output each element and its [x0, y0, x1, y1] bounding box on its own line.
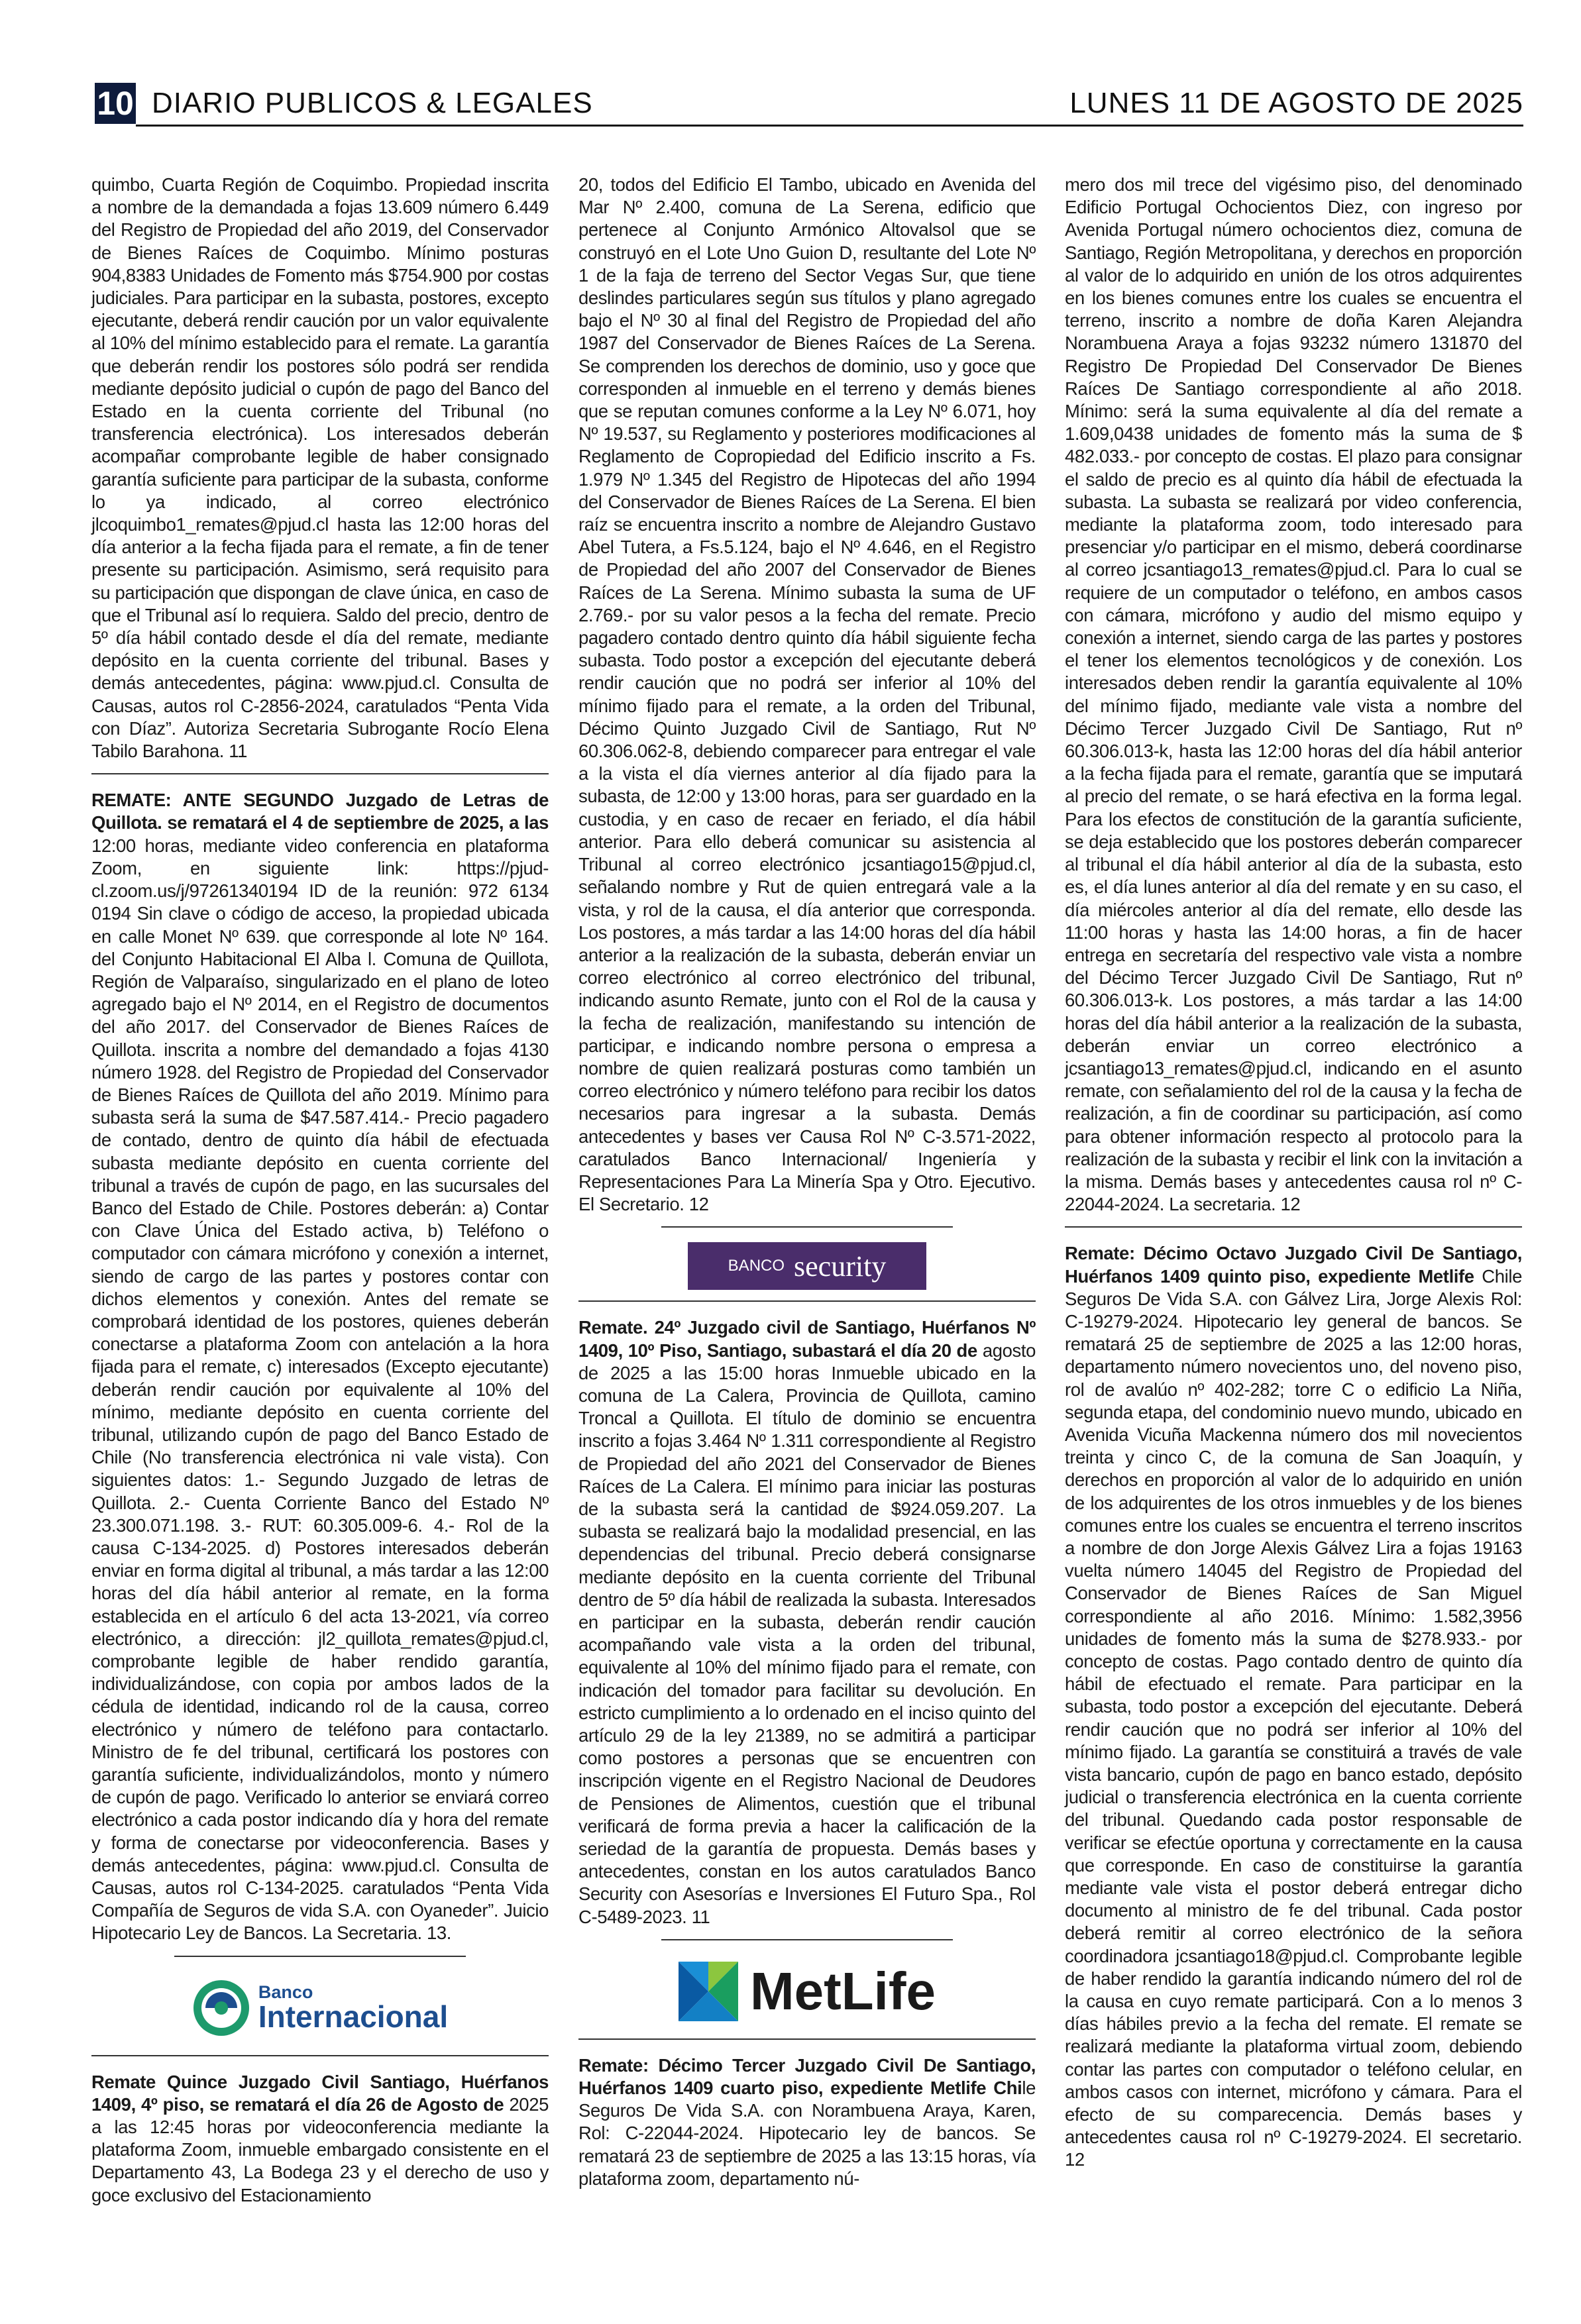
divider: [1065, 1226, 1522, 1228]
column-2: [578, 174, 1036, 2190]
notice-text: quimbo, Cuarta Región de Coquimbo. Propiedad inscrita a nombre de la demandada a fojas 13.609 número 6.449 del Registro de Propiedad del año 2019, del Conservador de Bienes Raíces de Coquimbo. Mínimo posturas 904,8383 Unidades de Fomento más $754.900 por costas judiciales. Para participar en la subasta, postores, excepto ejecutante, deberá rendir caución por un valor equivalente al 10% del mínimo establecido para el remate. La garantía que deberán rendir los postores sólo podrá ser rendida mediante depósito judicial o cupón de pago del Banco del Estado en la cuenta corriente del Tribunal (no transferencia electrónica). Los interesados deberán acompañar comprobante legible de haber consignado garantía suficiente para participar de la subasta, conforme lo ya indicado, al correo electrónico jlcoquimbo1_remates@pjud.cl hasta las 12:00 horas del día anterior a la fecha fijada para el remate, a fin de tener presente su participación. Asimismo, será requisito para su participación que dispongan de clave única, en caso de que el Tribunal así lo requiera. Saldo del precio, dentro de 5º día hábil contado desde el día del remate, mediante depósito en la cuenta corriente del tribunal. Bases y demás antecedentes, página: www.pjud.cl. Consulta de Causas, autos rol C-2856-2024, caratulados “Penta Vida con Díaz”. Autoriza Secretaria Subrogante Rocío Elena Tabilo Barahona. 11: [91, 174, 549, 762]
logo-text-large: Internacional: [258, 1999, 449, 2034]
notice-heading: REMATE: ANTE SEGUNDO Juzgado de Letras de Quillota. se rematará el 4 de septiembre de 2025, a las: [91, 790, 549, 833]
banco-internacional-emblem-icon: [192, 1979, 250, 2037]
logo-text-large: security: [794, 1249, 887, 1283]
notice-text: 20, todos del Edificio El Tambo, ubicado en Avenida del Mar Nº 2.400, comuna de La Serena, edificio que pertenece al Conjunto Armónico Altovalsol que se construyó en el Lote Uno Guion D, resultante del Lote Nº 1 de la faja de terreno del Sector Vegas Sur, que tiene deslindes particulares según sus títulos y plano agregado bajo el Nº 30 al final del Registro de Propiedad del año 1987 del Conservador de Bienes Raíces de La Serena. Se comprenden los derechos de dominio, uso y goce que corresponden al inmueble en el terreno y demás bienes que se reputan comunes conforme a la Ley Nº 6.071, hoy Nº 19.537, su Reglamento y posteriores modificaciones al Reglamento de Copropiedad del Edificio inscrito a Fs. 1.979 Nº 1.345 del Registro de Hipotecas del año 1994 del Conservador de Bienes Raíces de La Serena. El bien raíz se encuentra inscrito a nombre de Alejandro Gustavo Abel Tutera, a Fs.5.124, bajo el Nº 4.646, en el Registro de Propiedad del año 2007 del Conservador de Bienes Raíces de La Serena. Mínimo subasta la suma de UF 2.769.- por su valor pesos a la fecha del remate. Precio pagadero contado dentro quinto día hábil siguiente fecha subasta. Todo postor a excepción del ejecutante deberá rendir caución que no podrá ser inferior al 10% del mínimo fijado para el remate, a la orden del Tribunal, Décimo Quinto Juzgado Civil de Santiago, Rut Nº 60.306.062-8, debiendo comparecer para entregar el vale a la vista el día viernes anterior al día fijado para la subasta, de 12:00 y 13:00 horas, para ser guardado en la custodia, y en caso de recaer en feriado, el día hábil anterior. Para ello deberá comunicar su asistencia al Tribunal al correo electrónico jcsantiago15@pjud.cl, señalando nombre y Rut de quien entregará vale a la vista, y rol de la causa, el día anterior que corresponda. Los postores, a más tardar a las 14:00 horas del día hábil anterior a la realización de la subasta, deberán enviar un correo electrónico al correo electrónico del tribunal, indicando asunto Remate, junto con el Rol de la causa y la fecha de realización, manifestando su intención de participar, e indicando nombre persona o empresa a nombre de quien realizará posturas como también un correo electrónico y número teléfono para recibir los datos necesarios para ingresar a la subasta. Demás antecedentes y bases ver Causa Rol Nº C-3.571-2022, caratulados Banco Internacional/ Ingeniería y Representaciones Para La Minería Spa y Otro. Ejecutivo. El Secretario. 12: [578, 174, 1036, 1215]
page-header: [95, 83, 1523, 124]
notice-text: agosto de 2025 a las 15:00 horas Inmueble ubicado en la comuna de La Calera, Provincia de Quillota, camino Troncal a Quillota. El título de dominio se encuentra inscrito a fojas 3.464 Nº 1.311 correspondiente al Registro de Propiedad del año 2021 del Conservador de Bienes Raíces de La Calera. El mínimo para iniciar las posturas de la subasta será la cantidad de $924.059.207. La subasta se realizará bajo la modalidad presencial, en las dependencias del tribunal. Precio deberá consignarse mediante depósito en la cuenta corriente del Tribunal dentro de 5º día hábil de realizada la subasta. Interesados en participar en la subasta, deberán rendir caución acompañando vale vista a la orden del tribunal, equivalente al 10% del mínimo fijado para el remate, con indicación del tomador para facilitar su devolución. En estricto cumplimiento a lo ordenado en el inciso quinto del artículo 29 de la ley 21389, no se admitirá a participar como postores a personas que se encuentren con inscripción vigente en el Registro Nacional de Deudores de Pensiones de Alimentos, cuestión que el tribunal verificará de forma previa a hacer la calificación de la seriedad de la garantía de propuesta. Demás bases y antecedentes, constan en los autos caratulados Banco Security con Asesorías e Inversiones El Futuro Spa., Rol C-5489-2023. 11: [578, 1340, 1036, 1927]
column-3: [1065, 174, 1522, 2172]
notice: [578, 1316, 1036, 1928]
issue-date: LUNES 11 DE AGOSTO DE 2025: [1069, 87, 1523, 119]
header-rule: [136, 125, 1523, 127]
logo-text-small: Banco: [258, 1982, 313, 2003]
notice-text: 12:00 horas, mediante video conferencia en plataforma Zoom, en siguiente link: https://pjud-cl.zoom.us/j/97261340194 ID de la reunión: 972 6134 0194 Sin clave o código de acceso, la propiedad ubicada en calle Monet Nº 639. que corresponde al lote Nº 164. del Conjunto Habitacional El Alba l. Comuna de Quillota, Región de Valparaíso, singularizado en el plano de loteo agregado bajo el Nº 2014, en el Registro de documentos del año 2017. del Conservador de Bienes Raíces de Quillota. inscrita a nombre del demandado a fojas 4130 número 1928. del Registro de Propiedad del Conservador de Bienes Raíces de Quillota del año 2019. Mínimo para subasta será la suma de $47.587.414.- Precio pagadero de contado, dentro de quinto día hábil de efectuada subasta mediante depósito en cuenta corriente del tribunal a través de cupón de pago, en las sucursales del Banco del Estado de Chile. Postores deberán: a) Contar con Clave Única del Estado activa, b) Teléfono o computador con cámara micrófono y conexión a internet, siendo de cargo de las partes y postores contar con dichos elementos y conexión. Antes del remate se comprobará identidad de los postores, quienes deberán conectarse a plataforma Zoom con antelación a la hora fijada para el remate, c) interesados (Excepto ejecutante) deberán rendir caución por equivalente al 10% del mínimo, mediante depósito en cuenta corriente del tribunal, utilizando cupón de pago del Banco Estado de Chile (No transferencia electrónica ni vale vista). Con siguientes datos: 1.- Segundo Juzgado de letras de Quillota. 2.- Cuenta Corriente Banco del Estado Nº 23.300.071.198. 3.- RUT: 60.305.009-6. 4.- Rol de la causa C-134-2025. d) Postores interesados deberán enviar en forma digital al tribunal, a más tardar a las 12:00 horas del día hábil anterior al remate, en la forma establecida en el artículo 6 del acta 13-2021, vía correo electrónico, a dirección: jl2_quillota_remates@pjud.cl, comprobante legible de haber rendido garantía, individualizándose, con copia por ambos lados de la cédula de identidad, indicando rol de la causa, correo electrónico y número de teléfono para contactarlo. Ministro de fe del tribunal, certificará los postores con garantía suficiente, individualizándolos, monto y número de cupón de pago. Verificado lo anterior se enviará correo electrónico a cada postor indicando día y hora del remate y forma de conectarse por videoconferencia. Bases y demás antecedentes, página: www.pjud.cl. Consulta de Causas, autos rol C-134-2025. caratulados “Penta Vida Compañía de Seguros de vida S.A. con Oyaneder”. Juicio Hipotecario Ley de Bancos. La Secretaria. 13.: [91, 835, 549, 1944]
notice-text: 2025 a las 12:45 horas por videoconferencia mediante la plataforma Zoom, inmueble embargado consistente en el Departamento 43, La Bodega 23 y el derecho de uso y goce exclusivo del Estacionamiento: [91, 2093, 549, 2205]
notice-heading: Remate. 24º Juzgado civil de Santiago, Huérfanos Nº 1409, 10º Piso, Santiago, subastará el día 20 de: [578, 1317, 1036, 1361]
metlife-emblem-icon: [679, 1962, 738, 2021]
notice-heading: Remate: Décimo Tercer Juzgado Civil De Santiago, Huérfanos 1409 cuarto piso, expediente Metlife Chi: [578, 2054, 1036, 2099]
divider: [661, 1939, 953, 1940]
column-1: [91, 174, 549, 2207]
metlife-logo-text: MetLife: [750, 1961, 936, 2021]
notice-heading: Remate: Décimo Octavo Juzgado Civil De Santiago, Huérfanos 1409 quinto piso, expediente Metlife: [1065, 1243, 1522, 1287]
logo-text-small: BANCO: [728, 1257, 785, 1275]
notice: [91, 789, 549, 1944]
divider: [91, 2055, 549, 2056]
divider: [661, 1226, 953, 1228]
newspaper-name: DIARIO PUBLICOS & LEGALES: [152, 87, 593, 119]
notice-text: Chile Seguros De Vida S.A. con Gálvez Lira, Jorge Alexis Rol: C-19279-2024. Hipotecario ley general de bancos. Se rematará 25 de septiembre de 2025 a las 12:00 horas, departamento número novecientos uno, del noveno piso, rol de avalúo nº 402-282; torre C o edificio La Niña, segunda etapa, del condominio nuevo mundo, ubicado en Avenida Vicuña Mackenna número dos mil novecientos treinta y cinco C, de la comuna de San Joaquín, y derechos en proporción al valor de lo adquirido en unión de los adquirentes de los otros inmuebles y de los bienes comunes entre los cuales se encuentra el terreno inscritos a nombre de don Jorge Alexis Gálvez Lira a fojas 19163 vuelta número 14045 del Registro de Propiedad del Conservador de Bienes Raíces de San Miguel correspondiente al año 2016. Mínimo: 1.582,3956 unidades de fomento más la suma de $278.933.- por concepto de costas. Pago contado dentro de quinto día hábil de efectuado el remate. Para participar en la subasta, todo postor a excepción del ejecutante. Deberá rendir caución que no podrá ser inferior al 10% del mínimo fijado. La garantía se constituirá a través de vale vista bancario, cupón de pago en banco estado, depósito judicial o transferencia electrónica en la cuenta corriente del tribunal. Quedando cada postor responsable de verificar se efectúe oportuna y correctamente en la causa que corresponde. En caso de constituirse la garantía mediante vale vista el postor deberá entregar dicho documento al ministro de fe del tribunal. Cada postor deberá remitir al correo electrónico de la señora coordinadora jcsantiago18@pjud.cl. Comprobante legible de haber rendido la garantía indicando número del rol de la causa en cuyo remate participará. Con a lo menos 3 días hábiles previo a la fecha del remate. El remate se realizará mediante la plataforma virtual zoom, debiendo contar las partes con computador o teléfono celular, en ambos casos con internet, micrófono y cámara. Para el efecto de su comparecencia. Demás bases y antecedentes causa rol nº C-19279-2024. El secretario. 12: [1065, 1265, 1522, 2170]
banco-internacional-logo: [91, 1972, 549, 2044]
divider: [578, 1300, 1036, 1302]
notice-text: le Seguros De Vida S.A. con Norambuena Araya, Karen, Rol: C-22044-2024. Hipotecario ley de bancos. Se rematará 23 de septiembre de 2025 a las 13:15 horas, vía plataforma zoom, departamento nú-: [578, 2078, 1036, 2189]
page-number: 10: [95, 83, 136, 124]
divider: [578, 2038, 1036, 2040]
notice: [91, 2071, 549, 2207]
banco-security-logo: [578, 1242, 1036, 1290]
notice-text: mero dos mil trece del vigésimo piso, del denominado Edificio Portugal Ochocientos Diez, con ingreso por Avenida Portugal número ochocientos diez, comuna de Santiago, Región Metropolitana, y derechos en proporción al valor de lo adquirido en unión de los otros adquirentes en los bienes comunes entre los cuales se encuentra el terreno, inscrito a nombre de doña Karen Alejandra Norambuena Araya a fojas 93232 número 131870 del Registro De Propiedad Del Conservador De Bienes Raíces De Santiago correspondiente al año 2018. Mínimo: será la suma equivalente al día del remate a 1.609,0438 unidades de fomento más la suma de $ 482.033.- por concepto de costas. El plazo para consignar el saldo de precio es al quinto día hábil de efectuada la subasta. La subasta se realizará por video conferencia, mediante la plataforma zoom, todo interesado para presenciar y/o participar en el mismo, deberá coordinarse al correo jcsantiago13_remates@pjud.cl. Para lo cual se requiere de un computador o teléfono, en ambos casos con cámara, micrófono y audio del mismo equipo y conexión a internet, siendo carga de las partes y postores el tener los elementos tecnológicos y de conexión. Los interesados deben rendir la garantía equivalente al 10% del mínimo fijado, mediante vale vista a nombre del Décimo Tercer Juzgado Civil De Santiago, Rut nº 60.306.013-k, hasta las 12:00 horas del día hábil anterior a la fecha fijada para el remate, garantía que se imputará al precio del remate, o se hará efectiva en la forma legal. Para los efectos de constitución de la garantía suficiente, se deja establecido que los postores deberán comparecer al tribunal el día hábil anterior al día de la subasta, esto es, el día lunes anterior al día del remate y en su caso, el día miércoles anterior al día del remate, ello desde las 11:00 horas y hasta las 14:00 horas, a fin de hacer entrega en secretaría del respectivo vale vista a nombre del Décimo Tercer Juzgado Civil De Santiago, Rut nº 60.306.013-k. Los postores, a más tardar a las 14:00 horas del día hábil anterior a la realización de la subasta, deberán enviar un correo electrónico a jcsantiago13_remates@pjud.cl, indicando en el asunto remate, con señalamiento del rol de la causa y la fecha de realización, a fin de coordinar su participación, así como para obtener información respecto al protocolo para la realización de la subasta y recibir el link con la invitación a la misma. Demás bases y antecedentes causa rol nº C-22044-2024. La secretaria. 12: [1065, 174, 1522, 1215]
notice: [1065, 1242, 1522, 2171]
metlife-logo: [578, 1955, 1036, 2028]
divider: [91, 773, 549, 774]
notice: [578, 2054, 1036, 2190]
divider: [174, 1956, 466, 1957]
notice-heading: Remate Quince Juzgado Civil Santiago, Huérfanos 1409, 4º piso, se rematará el día 26 de Agosto de: [91, 2071, 549, 2115]
